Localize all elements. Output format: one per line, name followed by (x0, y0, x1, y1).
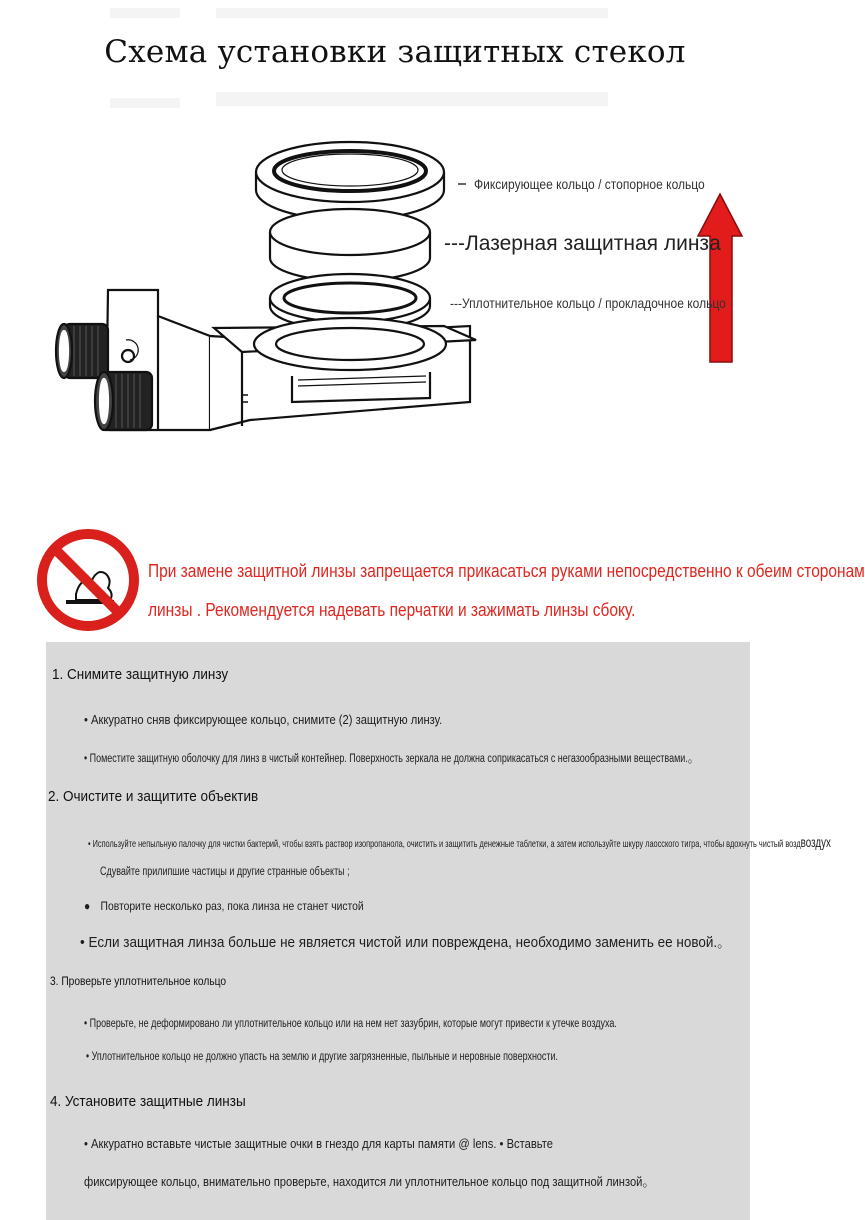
label-retaining-ring: Фиксирующее кольцо / стопорное кольцо (474, 176, 705, 192)
step-2-bullet-1-text: • Используйте непыльную палочку для чистки бактерий, чтобы взять раствор изопропанола, очистить и защитить денежные таблетки, а затем используйте шкуру лаосского тигра, чтобы вдохнуть чистый возд (88, 838, 801, 850)
label-protective-lens: ---Лазерная защитная линза (444, 232, 721, 255)
step-3-bullet-1: • Проверьте, не деформировано ли уплотнительное кольцо или на нем нет зазубрин, которые могут привести к утечке воздуха. (84, 1018, 617, 1030)
step-2-bullet-1-end: воздух (800, 834, 831, 850)
step-4-bullet-2-end: 。 (642, 1173, 656, 1190)
step-4-heading: 4. Установите защитные линзы (50, 1093, 246, 1110)
protective-lens (270, 209, 430, 281)
step-1-heading: 1. Снимите защитную линзу (52, 666, 229, 683)
step-3-bullet-2: • Уплотнительное кольцо не должно упасть на землю и другие загрязненные, пыльные и неровные поверхности. (86, 1051, 558, 1063)
step-2-bullet-3 (80, 931, 731, 952)
step-1-bullet-2 (84, 746, 699, 767)
step-2-heading: 2. Очистите и защитите объектив (48, 788, 259, 805)
step-2-bullet-1-cont: Сдувайте прилипшие частицы и другие странные объекты ; (100, 866, 350, 878)
ghost-bar (216, 8, 608, 18)
ghost-bar (216, 92, 608, 106)
adjust-knob-lower (95, 372, 152, 430)
step-2-bullet-3-end: 。 (717, 934, 731, 951)
arrow-up-icon (698, 194, 742, 362)
ghost-bar (110, 98, 180, 108)
page-title: Схема установки защитных стекол (104, 34, 686, 70)
step-2-bullet-2 (84, 898, 364, 913)
step-4-bullet-2-text: фиксирующее кольцо, внимательно проверьте, находится ли уплотнительное кольцо под защитной линзой (84, 1174, 643, 1189)
step-1-bullet-1: • Аккуратно сняв фиксирующее кольцо, снимите (2) защитную линзу. (84, 712, 443, 727)
step-4-bullet-1: • Аккуратно вставьте чистые защитные очки в гнездо для карты памяти @ lens. • Вставьте (84, 1136, 553, 1151)
bullet-dot: ● (84, 899, 91, 913)
warning-text (148, 552, 865, 630)
step-4-bullet-2 (84, 1170, 655, 1191)
label-seal-ring: ---Уплотнительное кольцо / прокладочное кольцо (450, 295, 726, 311)
warning-line-1: При замене защитной линзы запрещается прикасаться руками непосредственно к обеим сторонам (148, 561, 865, 581)
step-2-bullet-1 (88, 834, 831, 850)
no-touch-icon (36, 528, 140, 632)
step-1-bullet-2-text: • Поместите защитную оболочку для линз в чистый контейнер. Поверхность зеркала не должна соприкасаться с негазообразными веществами. (84, 753, 688, 765)
step-1-bullet-2-end: 。 (687, 749, 700, 766)
step-3-heading: 3. Проверьте уплотнительное кольцо (50, 974, 227, 988)
step-2-bullet-3-text: • Если защитная линза больше не является чистой или повреждена, необходимо заменить ее новой. (80, 934, 718, 951)
warning-line-2: линзы . Рекомендуется надевать перчатки и зажимать линзы сбоку. (148, 600, 636, 620)
ghost-bar (110, 8, 180, 18)
adjust-knob-upper (56, 324, 108, 378)
lens-assembly-diagram (30, 140, 760, 500)
step-2-bullet-2-text: Повторите несколько раз, пока линза не станет чистой (100, 899, 364, 913)
assembly-drawing (30, 140, 760, 500)
